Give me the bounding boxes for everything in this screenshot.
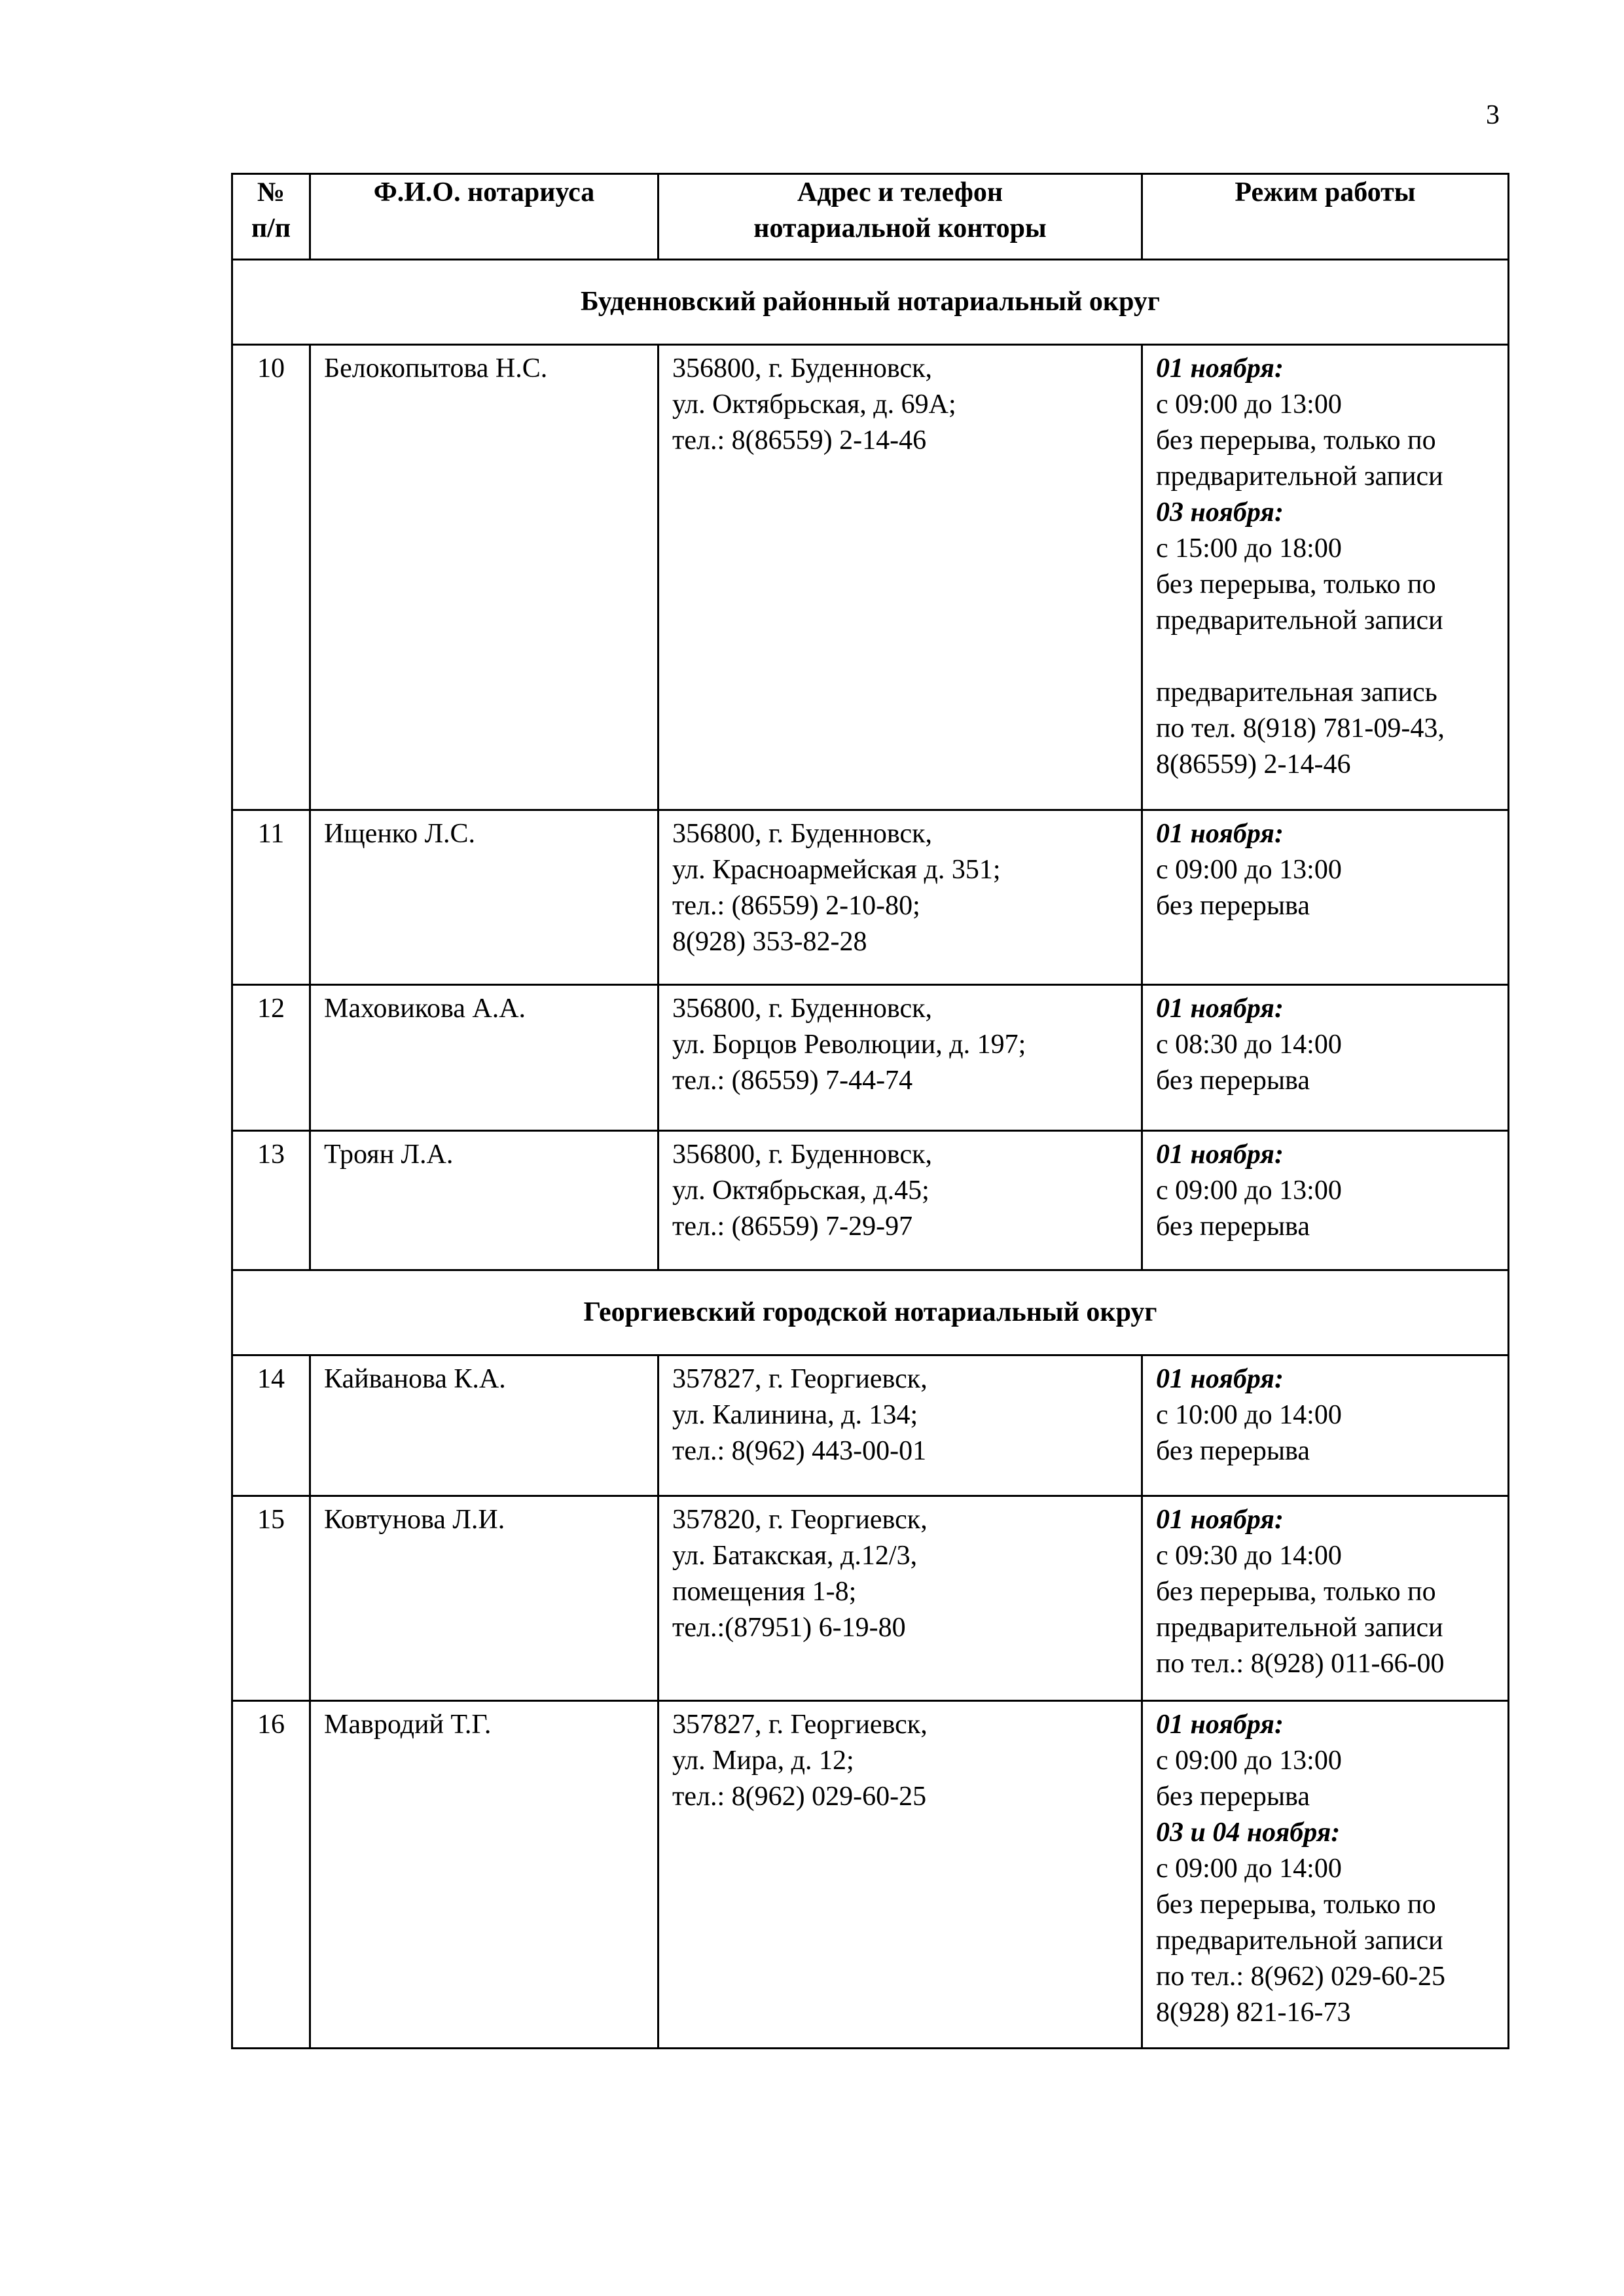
address-line: тел.: 8(962) 029-60-25 (672, 1782, 927, 1812)
address-line: 357820, г. Георгиевск, (672, 1505, 928, 1535)
page-number: 3 (1486, 100, 1500, 130)
schedule-line: 8(86559) 2-14-46 (1156, 749, 1351, 780)
table-row (232, 1701, 1509, 2049)
address-line: 356800, г. Буденновск, (672, 353, 933, 384)
table-row (232, 1496, 1509, 1701)
work-schedule (1142, 810, 1509, 985)
schedule-line: с 09:00 до 13:00 (1156, 855, 1342, 885)
schedule-line: предварительной записи (1156, 1613, 1443, 1643)
work-schedule (1142, 1131, 1509, 1270)
table-row (232, 1131, 1509, 1270)
row-number: 11 (232, 810, 310, 985)
table-body (232, 260, 1509, 2049)
table-row (232, 810, 1509, 985)
schedule-date: 01 ноября: (1156, 994, 1284, 1024)
address-line: ул. Батакская, д.12/3, (672, 1541, 918, 1571)
schedule-line: с 15:00 до 18:00 (1156, 533, 1342, 564)
header-address-line: нотариальной конторы (753, 213, 1047, 243)
schedule-date: 01 ноября: (1156, 1710, 1284, 1740)
address-line: тел.: (86559) 2-10-80; (672, 891, 920, 921)
row-number: 10 (232, 345, 310, 810)
notary-name: Белокопытова Н.С. (310, 345, 659, 810)
schedule-line: по тел.: 8(962) 029-60-25 (1156, 1962, 1446, 1992)
schedule-line: с 10:00 до 14:00 (1156, 1400, 1342, 1430)
work-schedule (1142, 1701, 1509, 2049)
schedule-date: 01 ноября: (1156, 353, 1284, 384)
address-line: 357827, г. Георгиевск, (672, 1710, 928, 1740)
schedule-date: 01 ноября: (1156, 1505, 1284, 1535)
address-line: ул. Мира, д. 12; (672, 1746, 854, 1776)
office-address (659, 345, 1142, 810)
region-title: Буденновский районный нотариальный округ (232, 260, 1509, 345)
schedule-line: с 08:30 до 14:00 (1156, 1030, 1342, 1060)
table-header-row (232, 174, 1509, 260)
notary-name: Мавродий Т.Г. (310, 1701, 659, 2049)
row-number: 13 (232, 1131, 310, 1270)
address-line: тел.: 8(962) 443-00-01 (672, 1436, 927, 1466)
schedule-line: 8(928) 821-16-73 (1156, 1998, 1351, 2028)
address-line: ул. Октябрьская, д.45; (672, 1175, 929, 1206)
office-address (659, 1496, 1142, 1701)
schedule-date: 03 и 04 ноября: (1156, 1818, 1341, 1848)
header-name: Ф.И.О. нотариуса (310, 174, 659, 260)
office-address (659, 1131, 1142, 1270)
region-row (232, 1270, 1509, 1355)
schedule-line: предварительной записи (1156, 461, 1443, 492)
address-line: ул. Октябрьская, д. 69А; (672, 389, 956, 420)
address-line: помещения 1-8; (672, 1577, 857, 1607)
header-num-line: № (257, 177, 285, 207)
schedule-line: с 09:00 до 13:00 (1156, 1175, 1342, 1206)
schedule-line: по тел. 8(918) 781-09-43, (1156, 713, 1445, 744)
schedule-line: без перерыва (1156, 891, 1310, 921)
address-line: 356800, г. Буденновск, (672, 994, 933, 1024)
work-schedule (1142, 985, 1509, 1131)
address-line: 8(928) 353-82-28 (672, 927, 867, 957)
schedule-line: предварительной записи (1156, 1926, 1443, 1956)
notary-name: Ищенко Л.С. (310, 810, 659, 985)
address-line: тел.: 8(86559) 2-14-46 (672, 425, 927, 456)
notary-name: Кайванова К.А. (310, 1355, 659, 1496)
office-address (659, 1701, 1142, 2049)
schedule-line: без перерыва (1156, 1436, 1310, 1466)
table-row (232, 985, 1509, 1131)
row-number: 16 (232, 1701, 310, 2049)
office-address (659, 1355, 1142, 1496)
schedule-line: с 09:30 до 14:00 (1156, 1541, 1342, 1571)
schedule-line: с 09:00 до 13:00 (1156, 1746, 1342, 1776)
office-address (659, 985, 1142, 1131)
schedule-line: без перерыва (1156, 1211, 1310, 1242)
schedule-date: 03 ноября: (1156, 497, 1284, 528)
region-row (232, 260, 1509, 345)
address-line: тел.: (86559) 7-44-74 (672, 1066, 913, 1096)
address-line: 356800, г. Буденновск, (672, 1139, 933, 1170)
address-line: тел.:(87951) 6-19-80 (672, 1613, 906, 1643)
schedule-line: без перерыва, только по (1156, 569, 1436, 600)
address-line: ул. Калинина, д. 134; (672, 1400, 918, 1430)
address-line: ул. Красноармейская д. 351; (672, 855, 1001, 885)
schedule-line: без перерыва, только по (1156, 1577, 1436, 1607)
table-row (232, 1355, 1509, 1496)
address-line: ул. Борцов Революции, д. 197; (672, 1030, 1026, 1060)
schedule-spacer (1156, 639, 1494, 675)
notary-name: Маховикова А.А. (310, 985, 659, 1131)
header-num (232, 174, 310, 260)
address-line: 356800, г. Буденновск, (672, 819, 933, 849)
work-schedule (1142, 345, 1509, 810)
schedule-line: без перерыва (1156, 1782, 1310, 1812)
notary-schedule-table (231, 173, 1509, 2049)
table-row (232, 345, 1509, 810)
schedule-line: с 09:00 до 14:00 (1156, 1854, 1342, 1884)
row-number: 14 (232, 1355, 310, 1496)
region-title: Георгиевский городской нотариальный округ (232, 1270, 1509, 1355)
schedule-line: без перерыва (1156, 1066, 1310, 1096)
schedule-line: с 09:00 до 13:00 (1156, 389, 1342, 420)
header-address-line: Адрес и телефон (797, 177, 1003, 207)
notary-name: Ковтунова Л.И. (310, 1496, 659, 1701)
schedule-date: 01 ноября: (1156, 1364, 1284, 1394)
schedule-date: 01 ноября: (1156, 1139, 1284, 1170)
work-schedule (1142, 1496, 1509, 1701)
schedule-line: предварительная запись (1156, 677, 1437, 708)
office-address (659, 810, 1142, 985)
header-schedule: Режим работы (1142, 174, 1509, 260)
address-line: тел.: (86559) 7-29-97 (672, 1211, 913, 1242)
notary-name: Троян Л.А. (310, 1131, 659, 1270)
schedule-line: по тел.: 8(928) 011-66-00 (1156, 1649, 1445, 1679)
address-line: 357827, г. Георгиевск, (672, 1364, 928, 1394)
work-schedule (1142, 1355, 1509, 1496)
schedule-line: без перерыва, только по (1156, 425, 1436, 456)
row-number: 12 (232, 985, 310, 1131)
header-address (659, 174, 1142, 260)
schedule-line: без перерыва, только по (1156, 1890, 1436, 1920)
header-num-line: п/п (251, 213, 291, 243)
row-number: 15 (232, 1496, 310, 1701)
schedule-line: предварительной записи (1156, 605, 1443, 636)
schedule-date: 01 ноября: (1156, 819, 1284, 849)
